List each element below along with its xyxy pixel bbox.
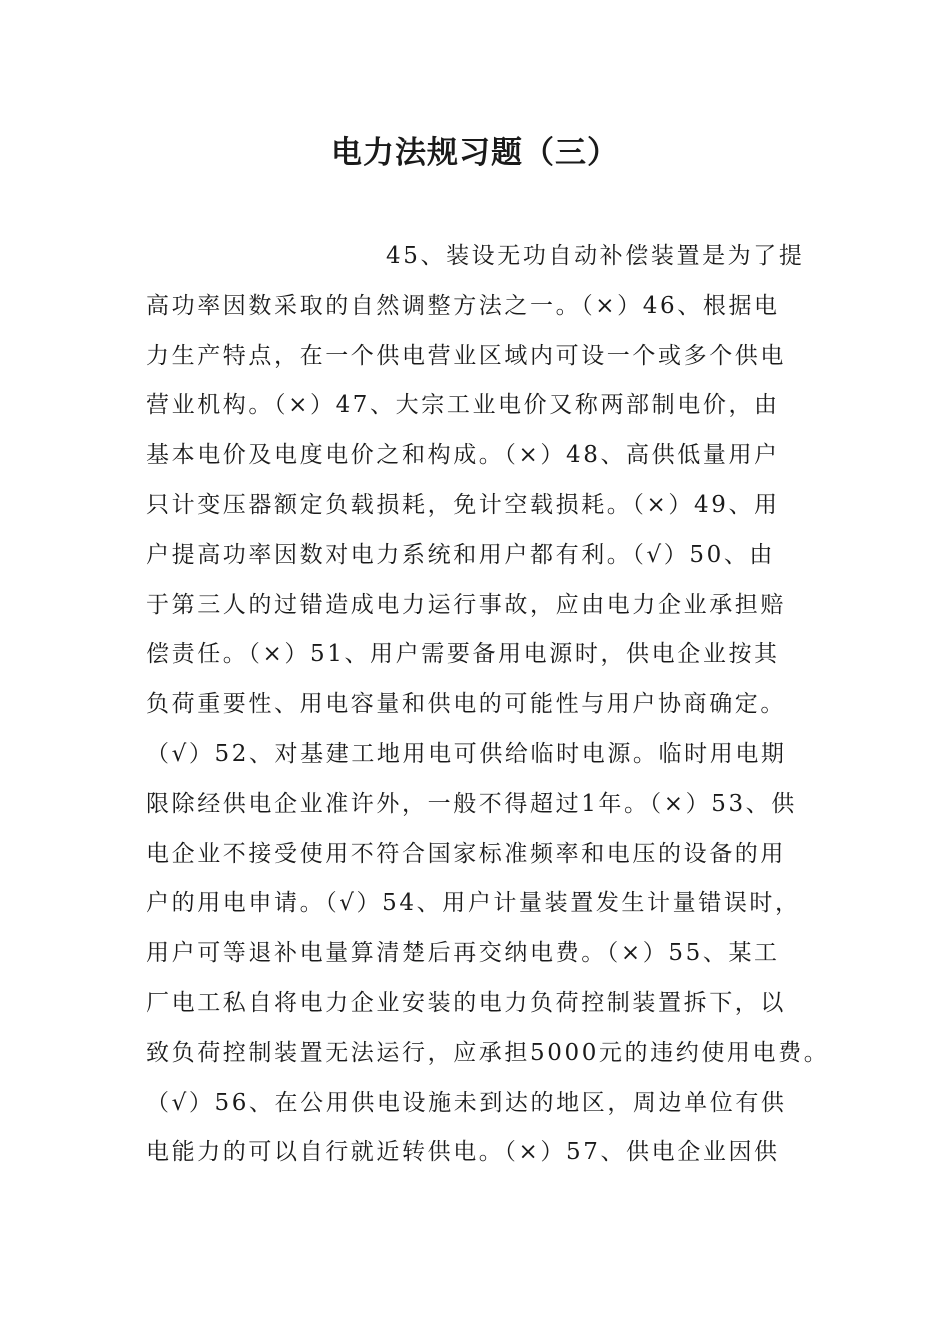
body-line: 于第三人的过错造成电力运行事故，应由电力企业承担赔: [146, 591, 786, 618]
body-line: 电能力的可以自行就近转供电。（×）57、供电企业因供: [146, 1139, 780, 1166]
body-line: 用户可等退补电量算清楚后再交纳电费。（×）55、某工: [146, 940, 780, 967]
body-line: 偿责任。（×）51、用户需要备用电源时，供电企业按其: [146, 641, 780, 668]
body-line: 45、装设无功自动补偿装置是为了提: [386, 243, 805, 269]
body-line: （√）56、在公用供电设施未到达的地区，周边单位有供: [146, 1089, 787, 1116]
body-line: 力生产特点，在一个供电营业区域内可设一个或多个供电: [146, 342, 786, 369]
body-line: 高功率因数采取的自然调整方法之一。（×）46、根据电: [146, 292, 780, 319]
body-line: 户的用电申请。（√）54、用户计量装置发生计量错误时，: [146, 890, 801, 917]
body-line: 只计变压器额定负载损耗，免计空载损耗。（×）49、用: [146, 491, 780, 518]
body-line: 基本电价及电度电价之和构成。（×）48、高供低量用户: [146, 442, 780, 469]
body-line: 负荷重要性、用电容量和供电的可能性与用户协商确定。: [146, 691, 786, 718]
body-line: 致负荷控制装置无法运行，应承担5000元的违约使用电费。: [146, 1039, 830, 1066]
body-line: （√）52、对基建工地用电可供给临时电源。临时用电期: [146, 740, 787, 767]
body-line: 限除经供电企业准许外，一般不得超过1年。（×）53、供: [146, 790, 797, 817]
document-body: [146, 232, 830, 1178]
body-line: 户提高功率因数对电力系统和用户都有利。（√）50、由: [146, 541, 776, 568]
document-title: 电力法规习题（三）: [331, 135, 619, 171]
body-line: 厂电工私自将电力企业安装的电力负荷控制装置拆下，以: [146, 989, 786, 1016]
body-line: 电企业不接受使用不符合国家标准频率和电压的设备的用: [146, 840, 786, 867]
body-line: 营业机构。（×）47、大宗工业电价又称两部制电价，由: [146, 392, 780, 419]
